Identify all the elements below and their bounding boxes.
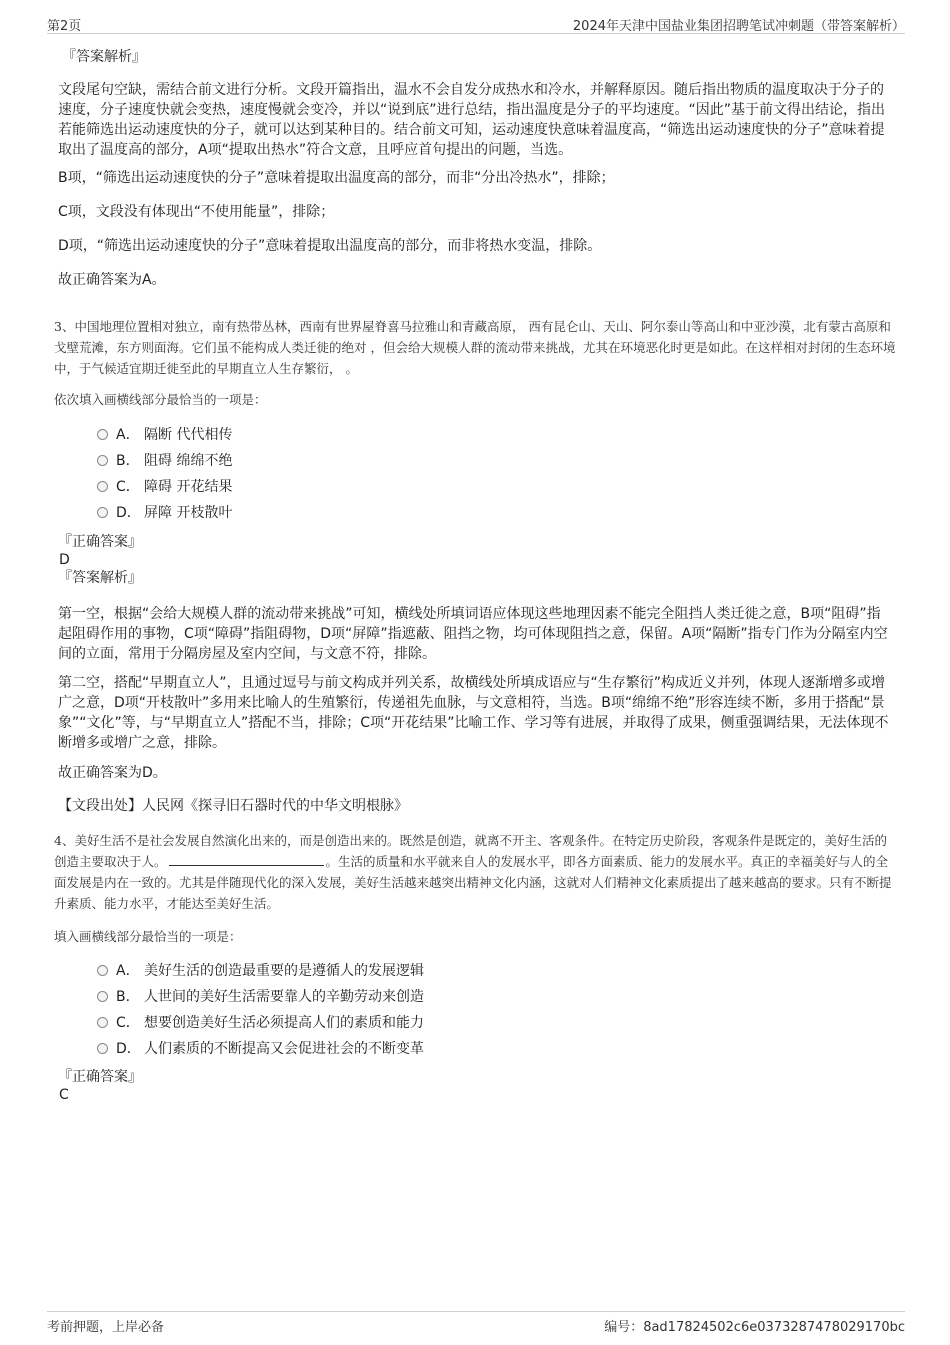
radio-icon[interactable] <box>97 991 108 1002</box>
radio-icon[interactable] <box>97 481 108 492</box>
analysis-paragraph: D项，“筛选出运动速度快的分子”意味着提取出温度高的部分，而非将热水变温，排除。 <box>58 238 602 254</box>
option-d[interactable]: D． 屏障 开枝散叶 <box>97 503 232 523</box>
option-b[interactable]: B． 阻碍 绵绵不绝 <box>97 451 232 471</box>
option-b[interactable]: B． 人世间的美好生活需要靠人的辛勤劳动来创造 <box>97 987 424 1007</box>
answer-label: 『正确答案』 <box>58 1069 142 1085</box>
analysis-paragraph: 第二空，搭配“早期直立人”，且通过逗号与前文构成并列关系，故横线处所填成语应与“生存繁衍”构成近义并列，体现人逐渐增多或增广之意，D项“开枝散叶”多用来比喻人的生殖繁衍，传递祖先血脉，与文意相符，当选。B项“绵绵不绝”形容连续不断，多用于搭配“景象”“文化”等，与“早期直立人”搭配不当，排除；C项“开花结果”比喻工作、学习等有进展，并取得了成果，侧重强调结果，无法体现不断增多或增广之意，排除。 <box>58 675 889 751</box>
radio-icon[interactable] <box>97 965 108 976</box>
document-id: 编号：8ad17824502c6e0373287478029170bc <box>604 1320 905 1335</box>
analysis-label: 『答案解析』 <box>58 570 142 586</box>
question-3-prompt: 依次填入画横线部分最恰当的一项是： <box>54 392 267 407</box>
option-d[interactable]: D． 人们素质的不断提高又会促进社会的不断变革 <box>97 1039 424 1059</box>
analysis-paragraph: B项，“筛选出运动速度快的分子”意味着提取出温度高的部分，而非“分出冷热水”，排除； <box>58 170 615 186</box>
answer-blank <box>169 853 324 866</box>
q2-analysis <box>58 48 894 66</box>
radio-icon[interactable] <box>97 1017 108 1028</box>
analysis-paragraph: 文段尾句空缺，需结合前文进行分析。文段开篇指出，温水不会自发分成热水和冷水，并解释原因。随后指出物质的温度取决于分子的速度，分子速度快就会变热，速度慢就会变冷，并以“说到底”进行总结，指出温度是分子的平均速度。“因此”基于前文得出结论，指出若能筛选出运动速度快的分子，就可以达到某种目的。结合前文可知，运动速度快意味着温度高，“筛选出运动速度快的分子”意味着提取出了温度高的部分，A项“提取出热水”符合文意，且呼应首句提出的问题，当选。 <box>58 82 886 158</box>
analysis-conclusion: 故正确答案为A。 <box>58 272 166 288</box>
option-a[interactable]: A． 隔断 代代相传 <box>97 425 232 445</box>
analysis-paragraph: C项，文段没有体现出“不使用能量”，排除； <box>58 204 335 220</box>
page-number: 第2页 <box>47 19 82 34</box>
question-4-prompt: 填入画横线部分最恰当的一项是： <box>54 929 242 944</box>
correct-answer: C <box>59 1087 69 1103</box>
option-c[interactable]: C． 障碍 开花结果 <box>97 477 232 497</box>
source-citation: 【文段出处】人民网《探寻旧石器时代的中华文明根脉》 <box>58 798 408 814</box>
option-a[interactable]: A． 美好生活的创造最重要的是遵循人的发展逻辑 <box>97 961 424 981</box>
page-footer <box>47 1311 905 1336</box>
radio-icon[interactable] <box>97 455 108 466</box>
analysis-conclusion: 故正确答案为D。 <box>58 765 167 781</box>
footer-slogan: 考前押题，上岸必备 <box>47 1320 165 1335</box>
option-c[interactable]: C． 想要创造美好生活必须提高人们的素质和能力 <box>97 1013 424 1033</box>
radio-icon[interactable] <box>97 429 108 440</box>
analysis-paragraph: 第一空，根据“会给大规模人群的流动带来挑战”可知，横线处所填词语应体现这些地理因素不能完全阻挡人类迁徙之意，B项“阻碍”指起阻碍作用的事物，C项“障碍”指阻碍物，D项“屏障”指遮蔽、阻挡之物，均可体现阻挡之意，保留。A项“隔断”指专门作为分隔室内空间的立面，常用于分隔房屋及室内空间，与文意不符，排除。 <box>58 606 888 662</box>
answer-label: 『正确答案』 <box>58 534 142 550</box>
q2-analysis-body <box>58 80 894 160</box>
document-title: 2024年天津中国盐业集团招聘笔试冲刺题（带答案解析） <box>572 19 905 34</box>
analysis-label: 『答案解析』 <box>62 49 146 65</box>
question-3-stem: 3、中国地理位置相对独立，南有热带丛林，西南有世界屋脊喜马拉雅山和青藏高原， 西有昆仑山、天山、阿尔泰山等高山和中亚沙漠，北有蒙古高原和戈壁荒滩，东方则面海。它们虽不能构成人类迁徙的绝对 ，但会给大规模人群的流动带来挑战，尤其在环境恶化时更是如此。在这样相对封闭的生态环境中，于气候适宜期迁徙至此的早期直立人生存繁衍， 。 <box>54 319 896 376</box>
page-header <box>47 13 905 34</box>
radio-icon[interactable] <box>97 1043 108 1054</box>
question-4-stem: 4、美好生活不是社会发展自然演化出来的，而是创造出来的。既然是创造，就离不开主、客观条件。在特定历史阶段，客观条件是既定的，美好生活的创造主要取决于人。 。生活的质量和水平就来自人的发展水平，即各方面素质、能力的发展水平。真正的幸福美好与人的全面发展是内在一致的。尤其是伴随现代化的深入发展，美好生活越来越突出精神文化内涵，这就对人们精神文化素质提出了越来越高的要求。只有不断提升素质、能力水平，才能达至美好生活。 <box>54 833 892 911</box>
radio-icon[interactable] <box>97 507 108 518</box>
correct-answer: D <box>59 552 70 568</box>
